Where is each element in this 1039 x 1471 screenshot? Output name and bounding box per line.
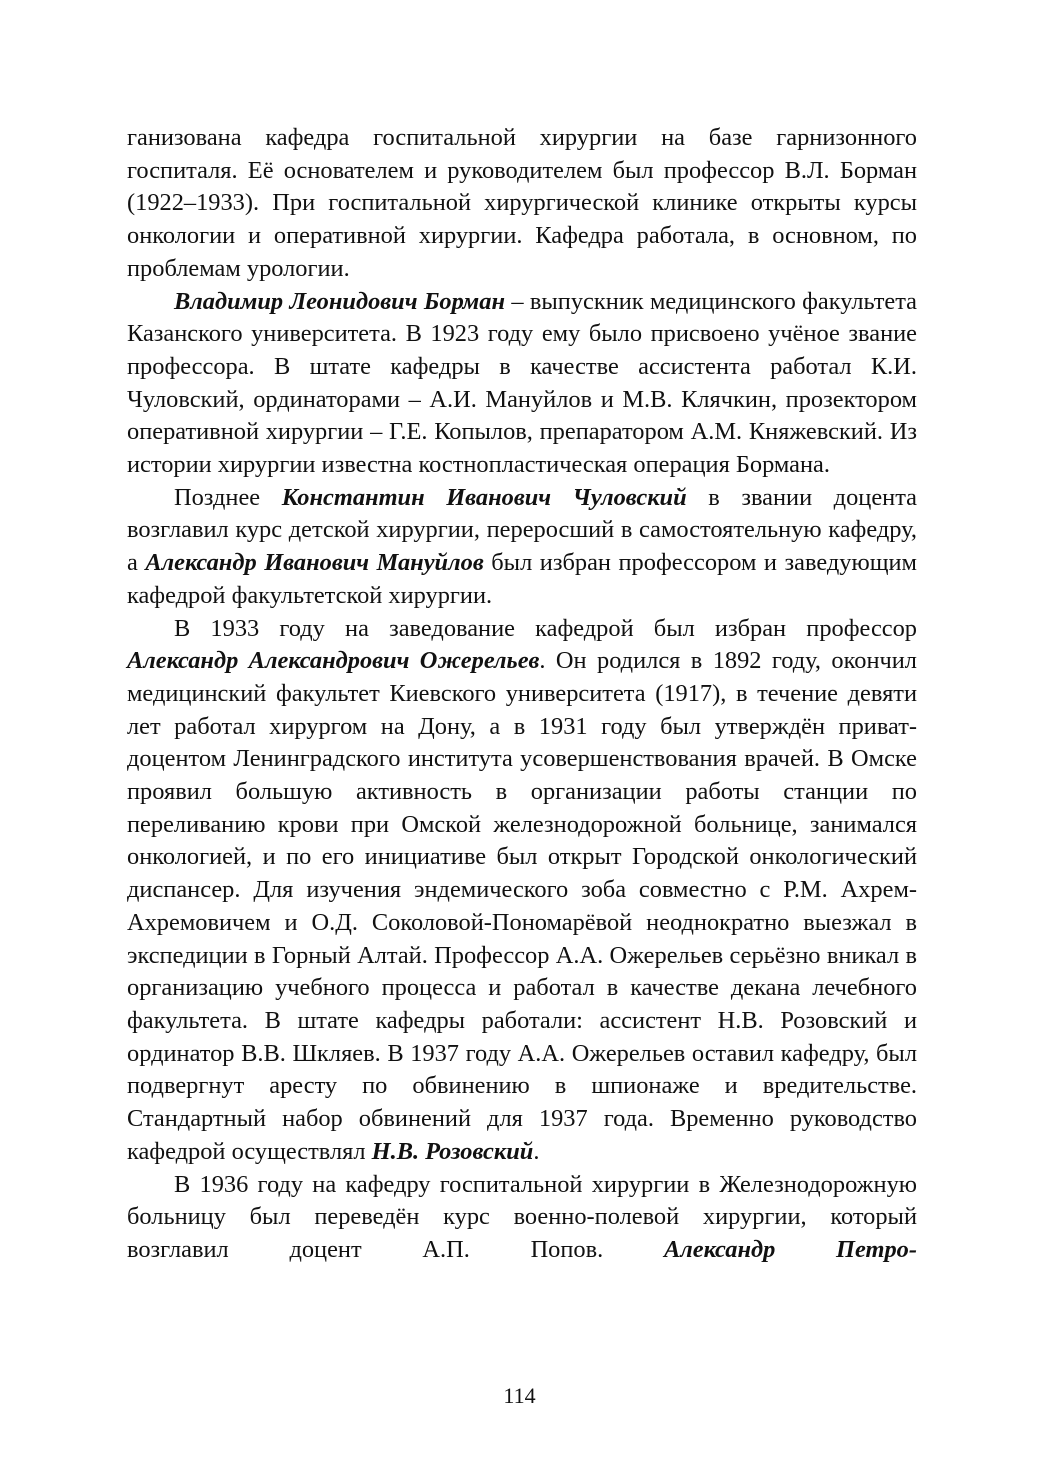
person-name: Константин Иванович Чуловский <box>281 483 687 511</box>
text-run: – выпускник медицинского факультета Казанского университета. В 1923 году ему было присвоено учёное звание профессора. В штате кафедры в качестве ассистента работал К.И. Чуловский, ординаторами – А.И. Мануйлов и М.В. Клячкин, прозектором оперативной хирургии – Г.Е. Копылов, препаратором А.М. Княжевский. Из истории хирургии известна костнопластическая операция Бормана. <box>127 287 917 479</box>
text-run: . Он родился в 1892 году, окончил медицинский факультет Киевского университета (1917), в течение девяти лет работал хирургом на Дону, а в 1931 году был утверждён приват-доцентом Ленинградского института усовершенствования врачей. В Омске проявил большую активность в организации работы станции по переливанию крови при Омской железнодорожной больнице, занимался онкологией, и по его инициативе был открыт Городской онкологический диспансер. Для изучения эндемического зоба совместно с Р.М. Ахрем-Ахремовичем и О.Д. Соколовой-Пономарёвой неоднократно выезжал в экспедиции в Горный Алтай. Профессор А.А. Ожерельев серьёзно вникал в организацию учебного процесса и работал в качестве декана лечебного факультета. В штате кафедры работали: ассистент Н.В. Розовский и ординатор В.В. Шкляев. В 1937 году А.А. Ожерельев оставил кафедру, был подвергнут аресту по обвинению в шпионаже и вредительстве. Стандартный набор обвинений для 1937 года. Временно руководство кафедрой осуществлял <box>127 647 917 1165</box>
text-run: Позднее <box>174 483 282 511</box>
text-run: В 1936 году на кафедру госпитальной хирургии в Железнодорожную больницу был переведён курс военно-полевой хирургии, который возглавил доцент А.П. Попов. <box>127 1170 917 1263</box>
person-name: Александр Александрович Ожерельев <box>127 647 540 675</box>
paragraph-2 <box>127 286 917 482</box>
text-run: . <box>533 1137 540 1165</box>
person-name: Н.В. Розовский <box>371 1137 534 1165</box>
paragraph-4 <box>127 613 917 1169</box>
text-run: был избран профессором и заведующим кафедрой факультетской хирургии. <box>127 549 917 609</box>
paragraph-5 <box>127 1169 917 1267</box>
paragraph-1 <box>127 122 917 286</box>
text-run: в звании доцента возглавил курс детской хирургии, переросший в самостоятельную кафедру, а <box>127 483 918 577</box>
page-number: 114 <box>503 1383 536 1408</box>
page-body <box>127 122 917 1267</box>
person-name: Владимир Леонидович Борман <box>174 287 505 315</box>
text-run: В 1933 году на заведование кафедрой был избран профессор <box>174 614 917 642</box>
text-run: ганизована кафедра госпитальной хирургии на базе гарнизонного госпиталя. Её основателем и руководителем был профессор В.Л. Борман (1922–1933). При госпитальной хирургической клинике открыты курсы онкологии и оперативной хирургии. Кафедра работала, в основном, по проблемам урологии. <box>127 124 917 282</box>
paragraph-3 <box>127 482 917 613</box>
person-name: Александр Петро- <box>664 1235 918 1263</box>
person-name: Александр Иванович Мануйлов <box>145 549 484 577</box>
